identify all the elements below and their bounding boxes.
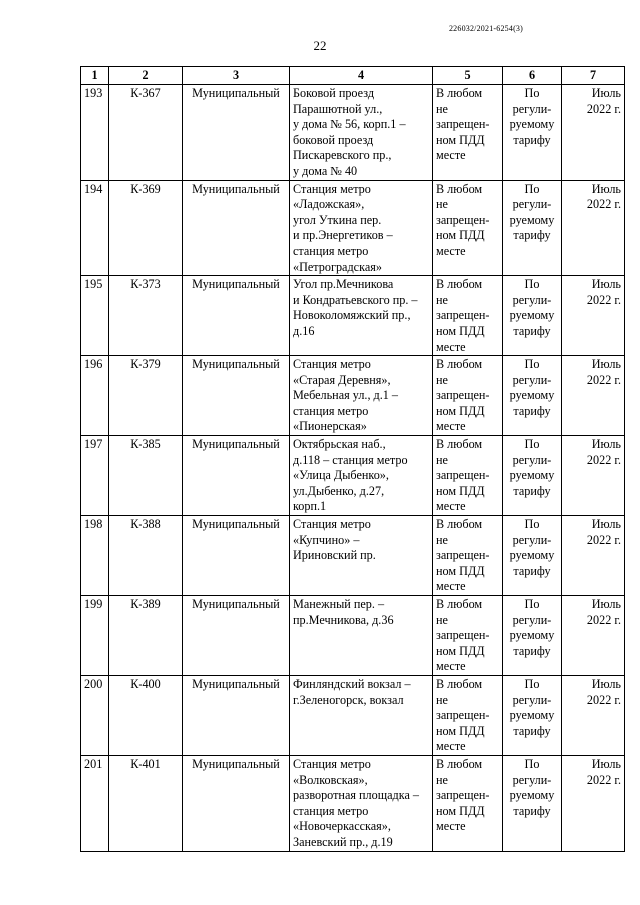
table-row xyxy=(81,356,625,436)
table-row xyxy=(81,755,625,851)
route-number: К-389 xyxy=(109,596,183,676)
row-number: 201 xyxy=(81,755,109,851)
tariff-type: По регули- руемому тарифу xyxy=(503,596,562,676)
start-date: Июль 2022 г. xyxy=(562,516,625,596)
column-header: 2 xyxy=(109,67,183,85)
start-date: Июль 2022 г. xyxy=(562,276,625,356)
route-type: Муниципальный xyxy=(183,85,290,181)
stop-order: В любом не запрещен- ном ПДД месте xyxy=(433,755,503,851)
stop-order: В любом не запрещен- ном ПДД месте xyxy=(433,276,503,356)
stop-order: В любом не запрещен- ном ПДД месте xyxy=(433,180,503,276)
route-path: Станция метро «Ладожская», угол Уткина пер. и пр.Энергетиков – станция метро «Петроградская» xyxy=(290,180,433,276)
route-path: Станция метро «Старая Деревня», Мебельная ул., д.1 – станция метро «Пионерская» xyxy=(290,356,433,436)
table-row xyxy=(81,180,625,276)
row-number: 198 xyxy=(81,516,109,596)
row-number: 195 xyxy=(81,276,109,356)
column-header: 6 xyxy=(503,67,562,85)
route-type: Муниципальный xyxy=(183,356,290,436)
route-path: Угол пр.Мечникова и Кондратьевского пр. – Новоколомяжский пр., д.16 xyxy=(290,276,433,356)
start-date: Июль 2022 г. xyxy=(562,180,625,276)
table-header-row xyxy=(81,67,625,85)
column-header: 4 xyxy=(290,67,433,85)
route-path: Станция метро «Волковская», разворотная площадка – станция метро «Новочеркасская», Заневский пр., д.19 xyxy=(290,755,433,851)
tariff-type: По регули- руемому тарифу xyxy=(503,180,562,276)
stop-order: В любом не запрещен- ном ПДД месте xyxy=(433,596,503,676)
route-type: Муниципальный xyxy=(183,516,290,596)
tariff-type: По регули- руемому тарифу xyxy=(503,276,562,356)
start-date: Июль 2022 г. xyxy=(562,755,625,851)
route-type: Муниципальный xyxy=(183,436,290,516)
route-path: Манежный пер. – пр.Мечникова, д.36 xyxy=(290,596,433,676)
table-row xyxy=(81,675,625,755)
route-type: Муниципальный xyxy=(183,276,290,356)
stop-order: В любом не запрещен- ном ПДД месте xyxy=(433,516,503,596)
page-number: 22 xyxy=(313,38,327,53)
start-date: Июль 2022 г. xyxy=(562,436,625,516)
column-header: 7 xyxy=(562,67,625,85)
table-row xyxy=(81,516,625,596)
document-id: 226032/2021-6254(3) xyxy=(448,24,523,33)
column-header: 3 xyxy=(183,67,290,85)
tariff-type: По регули- руемому тарифу xyxy=(503,516,562,596)
route-type: Муниципальный xyxy=(183,180,290,276)
route-number: К-388 xyxy=(109,516,183,596)
table-row xyxy=(81,85,625,181)
row-number: 194 xyxy=(81,180,109,276)
route-path: Финляндский вокзал – г.Зеленогорск, вокзал xyxy=(290,675,433,755)
stop-order: В любом не запрещен- ном ПДД месте xyxy=(433,675,503,755)
start-date: Июль 2022 г. xyxy=(562,675,625,755)
table-row xyxy=(81,436,625,516)
start-date: Июль 2022 г. xyxy=(562,85,625,181)
route-type: Муниципальный xyxy=(183,755,290,851)
route-number: К-367 xyxy=(109,85,183,181)
column-header: 5 xyxy=(433,67,503,85)
tariff-type: По регули- руемому тарифу xyxy=(503,436,562,516)
table-row xyxy=(81,276,625,356)
tariff-type: По регули- руемому тарифу xyxy=(503,356,562,436)
start-date: Июль 2022 г. xyxy=(562,356,625,436)
route-number: К-400 xyxy=(109,675,183,755)
row-number: 193 xyxy=(81,85,109,181)
tariff-type: По регули- руемому тарифу xyxy=(503,755,562,851)
route-path: Октябрьская наб., д.118 – станция метро «Улица Дыбенко», ул.Дыбенко, д.27, корп.1 xyxy=(290,436,433,516)
stop-order: В любом не запрещен- ном ПДД месте xyxy=(433,85,503,181)
column-header: 1 xyxy=(81,67,109,85)
route-type: Муниципальный xyxy=(183,675,290,755)
route-number: К-379 xyxy=(109,356,183,436)
route-number: К-369 xyxy=(109,180,183,276)
stop-order: В любом не запрещен- ном ПДД месте xyxy=(433,436,503,516)
start-date: Июль 2022 г. xyxy=(562,596,625,676)
tariff-type: По регули- руемому тарифу xyxy=(503,85,562,181)
stop-order: В любом не запрещен- ном ПДД месте xyxy=(433,356,503,436)
tariff-type: По регули- руемому тарифу xyxy=(503,675,562,755)
route-type: Муниципальный xyxy=(183,596,290,676)
table-row xyxy=(81,596,625,676)
row-number: 196 xyxy=(81,356,109,436)
route-path: Станция метро «Купчино» – Ириновский пр. xyxy=(290,516,433,596)
route-number: К-401 xyxy=(109,755,183,851)
row-number: 200 xyxy=(81,675,109,755)
route-number: К-385 xyxy=(109,436,183,516)
routes-table xyxy=(80,66,625,852)
row-number: 197 xyxy=(81,436,109,516)
route-number: К-373 xyxy=(109,276,183,356)
route-path: Боковой проезд Парашютной ул., у дома № 56, корп.1 – боковой проезд Пискаревского пр., у дома № 40 xyxy=(290,85,433,181)
row-number: 199 xyxy=(81,596,109,676)
